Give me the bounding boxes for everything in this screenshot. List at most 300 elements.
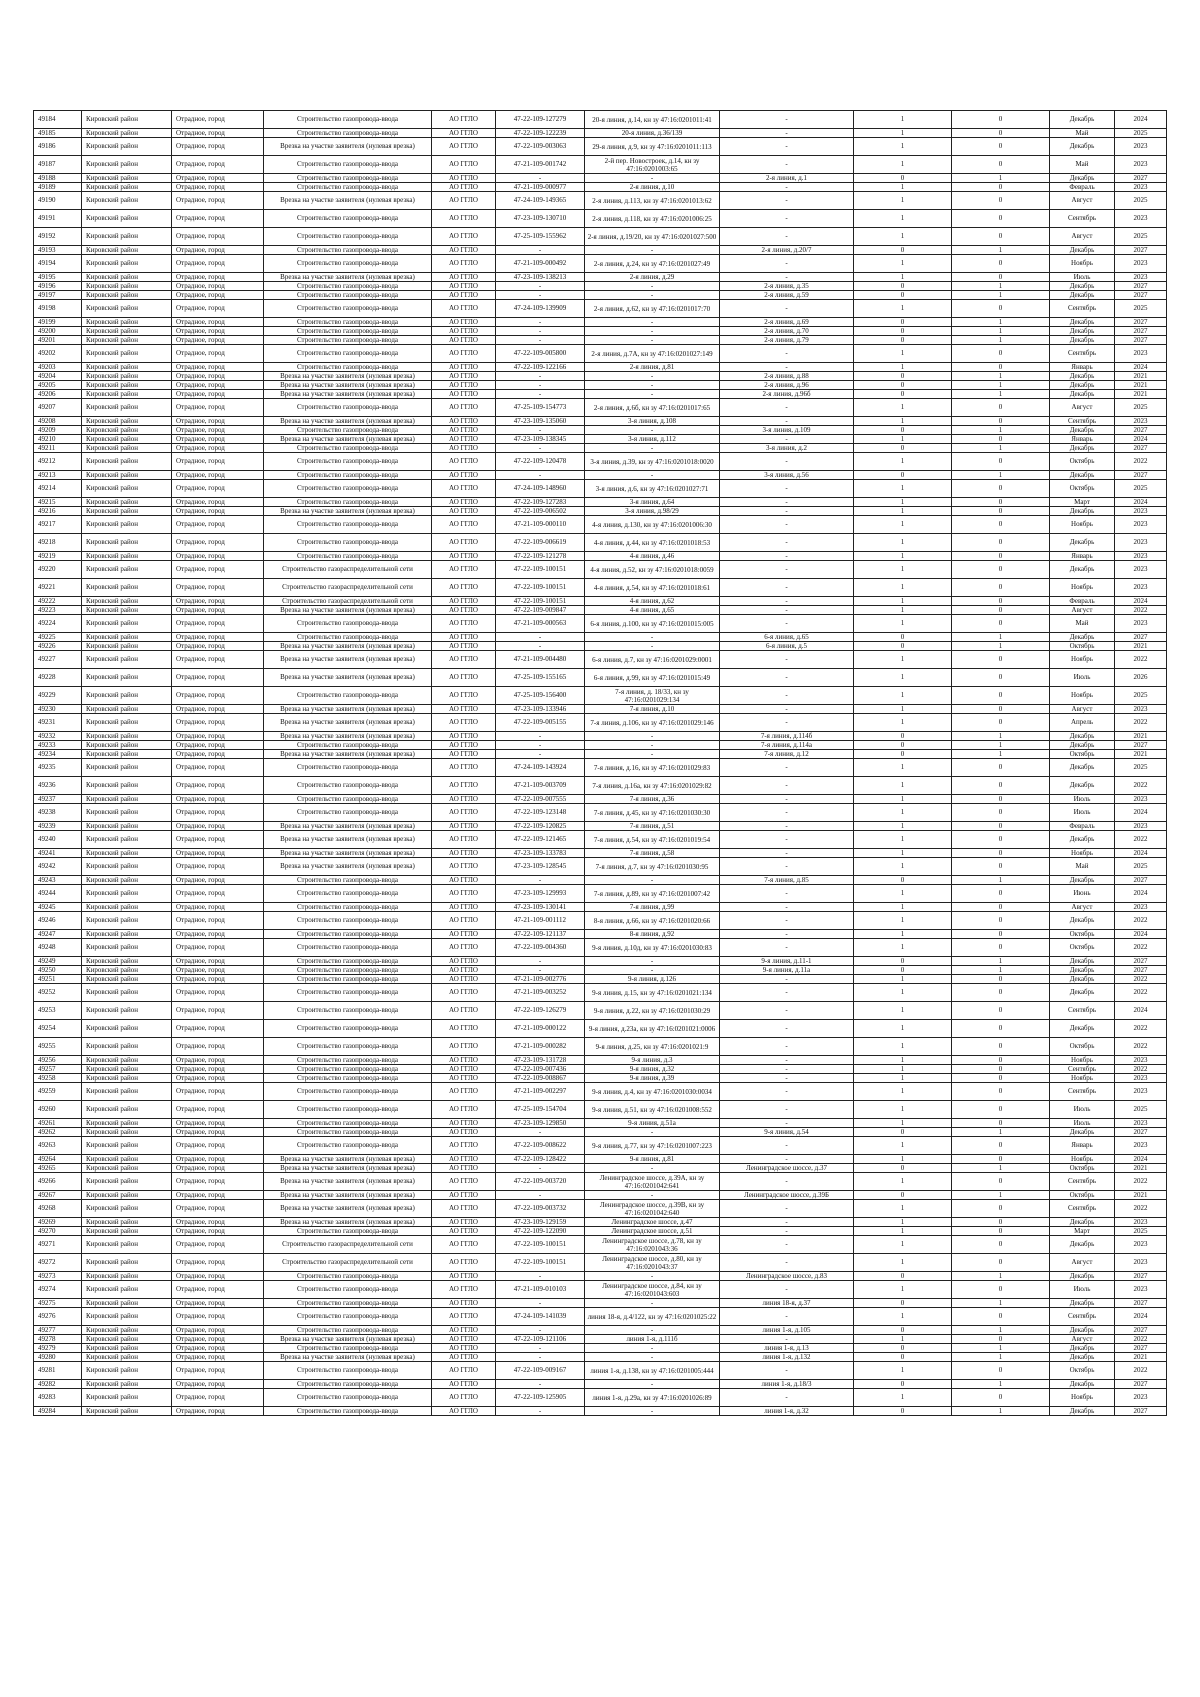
cell-count-b: 1 <box>952 174 1050 183</box>
cell-district: Кировский район <box>82 705 172 714</box>
cell-address-with-cadastre: - <box>585 372 720 381</box>
cell-settlement: Отрадное, город <box>172 849 264 858</box>
cell-district: Кировский район <box>82 1272 172 1281</box>
cell-organization: АО ГГЛО <box>432 363 496 372</box>
cell-year: 2021 <box>1115 642 1167 651</box>
cell-work-type: Строительство газопровода-ввода <box>264 534 432 552</box>
table-row <box>34 1002 1167 1020</box>
cell-district: Кировский район <box>82 975 172 984</box>
cell-address-with-cadastre: 2-я линия, д.118, кн зу 47:16:0201006:25 <box>585 210 720 228</box>
cell-address-with-cadastre: - <box>585 471 720 480</box>
table-row <box>34 1227 1167 1236</box>
cell-settlement: Отрадное, город <box>172 1056 264 1065</box>
table-row <box>34 1119 1167 1128</box>
cell-organization: АО ГГЛО <box>432 903 496 912</box>
cell-district: Кировский район <box>82 435 172 444</box>
cell-application-number: 47-21-109-001112 <box>496 912 585 930</box>
cell-settlement: Отрадное, город <box>172 939 264 957</box>
cell-settlement: Отрадное, город <box>172 327 264 336</box>
cell-organization: АО ГГЛО <box>432 399 496 417</box>
cell-address-with-cadastre: 7-я линия, д.89, кн зу 47:16:0201007:42 <box>585 885 720 903</box>
cell-application-number: - <box>496 174 585 183</box>
cell-district: Кировский район <box>82 1389 172 1407</box>
cell-row-number: 49209 <box>34 426 82 435</box>
cell-count-a: 1 <box>854 480 952 498</box>
cell-organization: АО ГГЛО <box>432 930 496 939</box>
cell-count-b: 0 <box>952 1236 1050 1254</box>
cell-application-number: 47-24-109-139909 <box>496 300 585 318</box>
cell-month: Август <box>1050 903 1115 912</box>
cell-organization: АО ГГЛО <box>432 1308 496 1326</box>
cell-count-a: 1 <box>854 975 952 984</box>
cell-application-number: 47-23-109-129159 <box>496 1218 585 1227</box>
cell-settlement: Отрадное, город <box>172 1065 264 1074</box>
cell-count-a: 1 <box>854 498 952 507</box>
cell-month: Ноябрь <box>1050 255 1115 273</box>
cell-count-b: 0 <box>952 1254 1050 1272</box>
cell-settlement: Отрадное, город <box>172 777 264 795</box>
table-row <box>34 939 1167 957</box>
cell-month: Сентябрь <box>1050 1200 1115 1218</box>
cell-organization: АО ГГЛО <box>432 1155 496 1164</box>
cell-year: 2025 <box>1115 192 1167 210</box>
cell-work-type: Врезка на участке заявителя (нулевая врезка) <box>264 642 432 651</box>
cell-district: Кировский район <box>82 552 172 561</box>
cell-month: Июль <box>1050 273 1115 282</box>
cell-address: - <box>720 1308 854 1326</box>
cell-application-number: 47-22-109-005155 <box>496 714 585 732</box>
table-row <box>34 1344 1167 1353</box>
cell-count-b: 1 <box>952 1272 1050 1281</box>
cell-work-type: Врезка на участке заявителя (нулевая врезка) <box>264 381 432 390</box>
cell-organization: АО ГГЛО <box>432 579 496 597</box>
cell-year: 2023 <box>1115 1254 1167 1272</box>
cell-address: - <box>720 210 854 228</box>
table-row <box>34 1056 1167 1065</box>
cell-organization: АО ГГЛО <box>432 804 496 822</box>
cell-count-a: 1 <box>854 1002 952 1020</box>
cell-month: Июль <box>1050 1281 1115 1299</box>
table-row <box>34 1128 1167 1137</box>
cell-application-number: - <box>496 1191 585 1200</box>
cell-application-number: 47-21-109-000563 <box>496 615 585 633</box>
cell-month: Октябрь <box>1050 750 1115 759</box>
cell-count-b: 1 <box>952 741 1050 750</box>
cell-address-with-cadastre: линия 1-я, д.111б <box>585 1335 720 1344</box>
cell-count-a: 1 <box>854 597 952 606</box>
cell-year: 2023 <box>1115 417 1167 426</box>
cell-settlement: Отрадное, город <box>172 345 264 363</box>
cell-year: 2023 <box>1115 255 1167 273</box>
cell-organization: АО ГГЛО <box>432 246 496 255</box>
cell-address-with-cadastre: - <box>585 1353 720 1362</box>
cell-count-b: 0 <box>952 912 1050 930</box>
table-row <box>34 174 1167 183</box>
cell-district: Кировский район <box>82 606 172 615</box>
cell-organization: АО ГГЛО <box>432 417 496 426</box>
cell-address-with-cadastre: - <box>585 633 720 642</box>
cell-count-a: 1 <box>854 183 952 192</box>
cell-row-number: 49259 <box>34 1083 82 1101</box>
cell-address-with-cadastre: 4-я линия, д.65 <box>585 606 720 615</box>
table-row <box>34 669 1167 687</box>
cell-month: Август <box>1050 606 1115 615</box>
cell-row-number: 49195 <box>34 273 82 282</box>
cell-year: 2027 <box>1115 966 1167 975</box>
table-row <box>34 291 1167 300</box>
cell-settlement: Отрадное, город <box>172 192 264 210</box>
cell-count-b: 1 <box>952 426 1050 435</box>
cell-count-a: 1 <box>854 903 952 912</box>
cell-address: - <box>720 1335 854 1344</box>
cell-count-b: 0 <box>952 1227 1050 1236</box>
cell-month: Ноябрь <box>1050 1056 1115 1065</box>
cell-address-with-cadastre: - <box>585 957 720 966</box>
cell-count-b: 0 <box>952 831 1050 849</box>
cell-organization: АО ГГЛО <box>432 1389 496 1407</box>
cell-district: Кировский район <box>82 480 172 498</box>
cell-settlement: Отрадное, город <box>172 633 264 642</box>
cell-address: - <box>720 111 854 129</box>
cell-year: 2023 <box>1115 579 1167 597</box>
cell-count-a: 1 <box>854 1254 952 1272</box>
cell-row-number: 49204 <box>34 372 82 381</box>
cell-year: 2022 <box>1115 1065 1167 1074</box>
cell-address: - <box>720 156 854 174</box>
cell-count-a: 0 <box>854 390 952 399</box>
cell-count-a: 1 <box>854 1227 952 1236</box>
cell-settlement: Отрадное, город <box>172 1299 264 1308</box>
cell-month: Декабрь <box>1050 318 1115 327</box>
cell-application-number: 47-24-109-143924 <box>496 759 585 777</box>
cell-count-b: 1 <box>952 282 1050 291</box>
cell-year: 2027 <box>1115 1407 1167 1416</box>
cell-month: Январь <box>1050 1137 1115 1155</box>
cell-count-a: 1 <box>854 759 952 777</box>
cell-organization: АО ГГЛО <box>432 561 496 579</box>
cell-work-type: Врезка на участке заявителя (нулевая врезка) <box>264 750 432 759</box>
cell-year: 2023 <box>1115 1056 1167 1065</box>
cell-work-type: Строительство газопровода-ввода <box>264 1056 432 1065</box>
cell-district: Кировский район <box>82 1299 172 1308</box>
cell-address: 2-я линия, д.20/7 <box>720 246 854 255</box>
cell-organization: АО ГГЛО <box>432 1128 496 1137</box>
cell-application-number: 47-21-109-000122 <box>496 1020 585 1038</box>
cell-count-b: 1 <box>952 750 1050 759</box>
cell-application-number: 47-21-109-003252 <box>496 984 585 1002</box>
table-row <box>34 741 1167 750</box>
cell-month: Декабрь <box>1050 336 1115 345</box>
cell-count-a: 0 <box>854 327 952 336</box>
cell-row-number: 49224 <box>34 615 82 633</box>
table-row <box>34 390 1167 399</box>
cell-district: Кировский район <box>82 1038 172 1056</box>
cell-address-with-cadastre: 8-я линия, д.92 <box>585 930 720 939</box>
cell-count-b: 0 <box>952 777 1050 795</box>
cell-year: 2023 <box>1115 1083 1167 1101</box>
cell-address-with-cadastre: 3-я линия, д.108 <box>585 417 720 426</box>
cell-settlement: Отрадное, город <box>172 471 264 480</box>
cell-work-type: Строительство газопровода-ввода <box>264 453 432 471</box>
cell-count-b: 1 <box>952 372 1050 381</box>
cell-work-type: Врезка на участке заявителя (нулевая врезка) <box>264 714 432 732</box>
table-row <box>34 534 1167 552</box>
cell-address-with-cadastre: 2-я линия, д.19/20, кн зу 47:16:0201027:500 <box>585 228 720 246</box>
cell-count-a: 0 <box>854 1380 952 1389</box>
table-row <box>34 1173 1167 1191</box>
cell-count-b: 0 <box>952 1065 1050 1074</box>
cell-address-with-cadastre: 2-я линия, д.113, кн зу 47:16:0201013:62 <box>585 192 720 210</box>
cell-count-a: 1 <box>854 714 952 732</box>
cell-month: Декабрь <box>1050 561 1115 579</box>
cell-month: Июль <box>1050 795 1115 804</box>
cell-application-number: 47-21-109-004480 <box>496 651 585 669</box>
cell-count-a: 1 <box>854 1308 952 1326</box>
table-row <box>34 1137 1167 1155</box>
cell-address: линия 1-я, д.18/3 <box>720 1380 854 1389</box>
cell-count-a: 1 <box>854 1101 952 1119</box>
cell-address-with-cadastre: - <box>585 390 720 399</box>
cell-month: Декабрь <box>1050 912 1115 930</box>
cell-address: 7-я линия, д.12 <box>720 750 854 759</box>
cell-settlement: Отрадное, город <box>172 300 264 318</box>
cell-year: 2027 <box>1115 741 1167 750</box>
cell-address: линия 18-я, д.37 <box>720 1299 854 1308</box>
cell-work-type: Врезка на участке заявителя (нулевая врезка) <box>264 507 432 516</box>
cell-address: 6-я линия, д.65 <box>720 633 854 642</box>
cell-organization: АО ГГЛО <box>432 1272 496 1281</box>
cell-work-type: Врезка на участке заявителя (нулевая врезка) <box>264 273 432 282</box>
cell-organization: АО ГГЛО <box>432 507 496 516</box>
cell-application-number: 47-25-109-154773 <box>496 399 585 417</box>
cell-count-a: 1 <box>854 1074 952 1083</box>
cell-row-number: 49200 <box>34 327 82 336</box>
table-row <box>34 129 1167 138</box>
cell-settlement: Отрадное, город <box>172 1380 264 1389</box>
cell-month: Декабрь <box>1050 1299 1115 1308</box>
cell-row-number: 49276 <box>34 1308 82 1326</box>
cell-address: - <box>720 1056 854 1065</box>
cell-district: Кировский район <box>82 1128 172 1137</box>
table-row <box>34 1083 1167 1101</box>
cell-address-with-cadastre: 7-я линия, д. 18/33, кн зу 47:16:0201029:134 <box>585 687 720 705</box>
cell-settlement: Отрадное, город <box>172 1164 264 1173</box>
cell-work-type: Врезка на участке заявителя (нулевая врезка) <box>264 1335 432 1344</box>
cell-application-number: 47-22-109-007436 <box>496 1065 585 1074</box>
cell-address-with-cadastre: 2-й пер. Новостроек, д.14, кн зу 47:16:0201003:65 <box>585 156 720 174</box>
cell-year: 2023 <box>1115 1137 1167 1155</box>
cell-address: - <box>720 831 854 849</box>
cell-address: - <box>720 183 854 192</box>
cell-row-number: 49253 <box>34 1002 82 1020</box>
cell-row-number: 49240 <box>34 831 82 849</box>
cell-district: Кировский район <box>82 1353 172 1362</box>
table-row <box>34 417 1167 426</box>
cell-settlement: Отрадное, город <box>172 138 264 156</box>
table-row <box>34 885 1167 903</box>
cell-count-a: 1 <box>854 912 952 930</box>
cell-application-number: 47-23-109-131728 <box>496 1056 585 1065</box>
cell-count-a: 1 <box>854 804 952 822</box>
cell-count-b: 0 <box>952 804 1050 822</box>
cell-application-number: - <box>496 291 585 300</box>
cell-count-a: 1 <box>854 831 952 849</box>
cell-district: Кировский район <box>82 1326 172 1335</box>
cell-row-number: 49237 <box>34 795 82 804</box>
cell-address: 2-я линия, д.1 <box>720 174 854 183</box>
cell-district: Кировский район <box>82 1056 172 1065</box>
cell-work-type: Строительство газопровода-ввода <box>264 516 432 534</box>
cell-application-number: 47-22-109-128422 <box>496 1155 585 1164</box>
cell-row-number: 49188 <box>34 174 82 183</box>
cell-work-type: Строительство газопровода-ввода <box>264 1101 432 1119</box>
cell-row-number: 49184 <box>34 111 82 129</box>
cell-count-a: 1 <box>854 192 952 210</box>
cell-organization: АО ГГЛО <box>432 516 496 534</box>
cell-year: 2025 <box>1115 228 1167 246</box>
cell-count-b: 0 <box>952 417 1050 426</box>
cell-district: Кировский район <box>82 255 172 273</box>
cell-organization: АО ГГЛО <box>432 372 496 381</box>
table-row <box>34 831 1167 849</box>
cell-row-number: 49270 <box>34 1227 82 1236</box>
cell-count-a: 0 <box>854 318 952 327</box>
cell-year: 2024 <box>1115 1002 1167 1020</box>
cell-organization: АО ГГЛО <box>432 885 496 903</box>
cell-organization: АО ГГЛО <box>432 732 496 741</box>
cell-month: Сентябрь <box>1050 1065 1115 1074</box>
cell-settlement: Отрадное, город <box>172 831 264 849</box>
cell-month: Март <box>1050 1227 1115 1236</box>
table-row <box>34 876 1167 885</box>
cell-address-with-cadastre: 9-я линия, д.39 <box>585 1074 720 1083</box>
cell-address-with-cadastre: - <box>585 1380 720 1389</box>
cell-address: - <box>720 597 854 606</box>
cell-settlement: Отрадное, город <box>172 1200 264 1218</box>
cell-settlement: Отрадное, город <box>172 975 264 984</box>
cell-organization: АО ГГЛО <box>432 1065 496 1074</box>
cell-work-type: Врезка на участке заявителя (нулевая врезка) <box>264 372 432 381</box>
cell-district: Кировский район <box>82 156 172 174</box>
cell-year: 2021 <box>1115 1164 1167 1173</box>
cell-year: 2024 <box>1115 1308 1167 1326</box>
cell-year: 2022 <box>1115 912 1167 930</box>
cell-address-with-cadastre: 6-я линия, д.99, кн зу 47:16:0201015:49 <box>585 669 720 687</box>
cell-count-a: 1 <box>854 930 952 939</box>
cell-count-a: 1 <box>854 363 952 372</box>
cell-count-b: 0 <box>952 759 1050 777</box>
table-row <box>34 1074 1167 1083</box>
cell-settlement: Отрадное, город <box>172 1074 264 1083</box>
cell-address-with-cadastre: линия 1-я, д.29а, кн зу 47:16:0201026:89 <box>585 1389 720 1407</box>
cell-address-with-cadastre: 9-я линия, д.51, кн зу 47:16:0201008:552 <box>585 1101 720 1119</box>
cell-month: Октябрь <box>1050 480 1115 498</box>
table-row <box>34 1236 1167 1254</box>
cell-application-number: 47-22-109-003720 <box>496 1173 585 1191</box>
cell-address: - <box>720 1227 854 1236</box>
table-row <box>34 1191 1167 1200</box>
cell-month: Декабрь <box>1050 732 1115 741</box>
cell-settlement: Отрадное, город <box>172 579 264 597</box>
cell-row-number: 49273 <box>34 1272 82 1281</box>
cell-month: Сентябрь <box>1050 210 1115 228</box>
cell-count-b: 0 <box>952 255 1050 273</box>
cell-work-type: Строительство газопровода-ввода <box>264 498 432 507</box>
cell-work-type: Строительство газопровода-ввода <box>264 939 432 957</box>
cell-work-type: Строительство газопровода-ввода <box>264 615 432 633</box>
cell-year: 2023 <box>1115 1074 1167 1083</box>
cell-district: Кировский район <box>82 507 172 516</box>
cell-count-b: 0 <box>952 228 1050 246</box>
cell-count-b: 1 <box>952 1299 1050 1308</box>
cell-work-type: Строительство газопровода-ввода <box>264 795 432 804</box>
cell-count-a: 1 <box>854 111 952 129</box>
cell-count-a: 0 <box>854 732 952 741</box>
cell-count-b: 0 <box>952 903 1050 912</box>
cell-month: Июль <box>1050 669 1115 687</box>
cell-district: Кировский район <box>82 399 172 417</box>
cell-month: Декабрь <box>1050 534 1115 552</box>
cell-work-type: Строительство газопровода-ввода <box>264 174 432 183</box>
cell-row-number: 49213 <box>34 471 82 480</box>
cell-address: - <box>720 1389 854 1407</box>
cell-work-type: Врезка на участке заявителя (нулевая врезка) <box>264 849 432 858</box>
cell-address: - <box>720 903 854 912</box>
cell-month: Август <box>1050 228 1115 246</box>
table-row <box>34 912 1167 930</box>
cell-work-type: Строительство газопровода-ввода <box>264 1362 432 1380</box>
cell-year: 2023 <box>1115 210 1167 228</box>
cell-settlement: Отрадное, город <box>172 1362 264 1380</box>
cell-district: Кировский район <box>82 714 172 732</box>
cell-row-number: 49235 <box>34 759 82 777</box>
cell-address: - <box>720 552 854 561</box>
cell-district: Кировский район <box>82 453 172 471</box>
cell-count-a: 0 <box>854 633 952 642</box>
cell-organization: АО ГГЛО <box>432 1299 496 1308</box>
cell-district: Кировский район <box>82 633 172 642</box>
cell-year: 2024 <box>1115 804 1167 822</box>
cell-count-b: 0 <box>952 858 1050 876</box>
cell-count-b: 1 <box>952 1164 1050 1173</box>
cell-settlement: Отрадное, город <box>172 804 264 822</box>
cell-work-type: Строительство газопровода-ввода <box>264 1407 432 1416</box>
cell-count-b: 0 <box>952 1020 1050 1038</box>
cell-organization: АО ГГЛО <box>432 705 496 714</box>
cell-district: Кировский район <box>82 966 172 975</box>
cell-district: Кировский район <box>82 1335 172 1344</box>
cell-address-with-cadastre: 9-я линия, д.22, кн зу 47:16:0201030:29 <box>585 1002 720 1020</box>
cell-address-with-cadastre: 2-я линия, д.62, кн зу 47:16:0201017:70 <box>585 300 720 318</box>
cell-month: Февраль <box>1050 183 1115 192</box>
cell-settlement: Отрадное, город <box>172 1218 264 1227</box>
cell-year: 2021 <box>1115 1191 1167 1200</box>
cell-count-b: 0 <box>952 210 1050 228</box>
cell-month: Декабрь <box>1050 282 1115 291</box>
cell-year: 2022 <box>1115 453 1167 471</box>
cell-application-number: 47-22-109-121106 <box>496 1335 585 1344</box>
cell-address: - <box>720 255 854 273</box>
cell-application-number: 47-24-109-148960 <box>496 480 585 498</box>
cell-count-a: 0 <box>854 336 952 345</box>
cell-month: Декабрь <box>1050 444 1115 453</box>
table-row <box>34 957 1167 966</box>
cell-address-with-cadastre: - <box>585 336 720 345</box>
cell-year: 2023 <box>1115 552 1167 561</box>
cell-year: 2025 <box>1115 1101 1167 1119</box>
cell-application-number: 47-22-109-120825 <box>496 822 585 831</box>
cell-settlement: Отрадное, город <box>172 651 264 669</box>
